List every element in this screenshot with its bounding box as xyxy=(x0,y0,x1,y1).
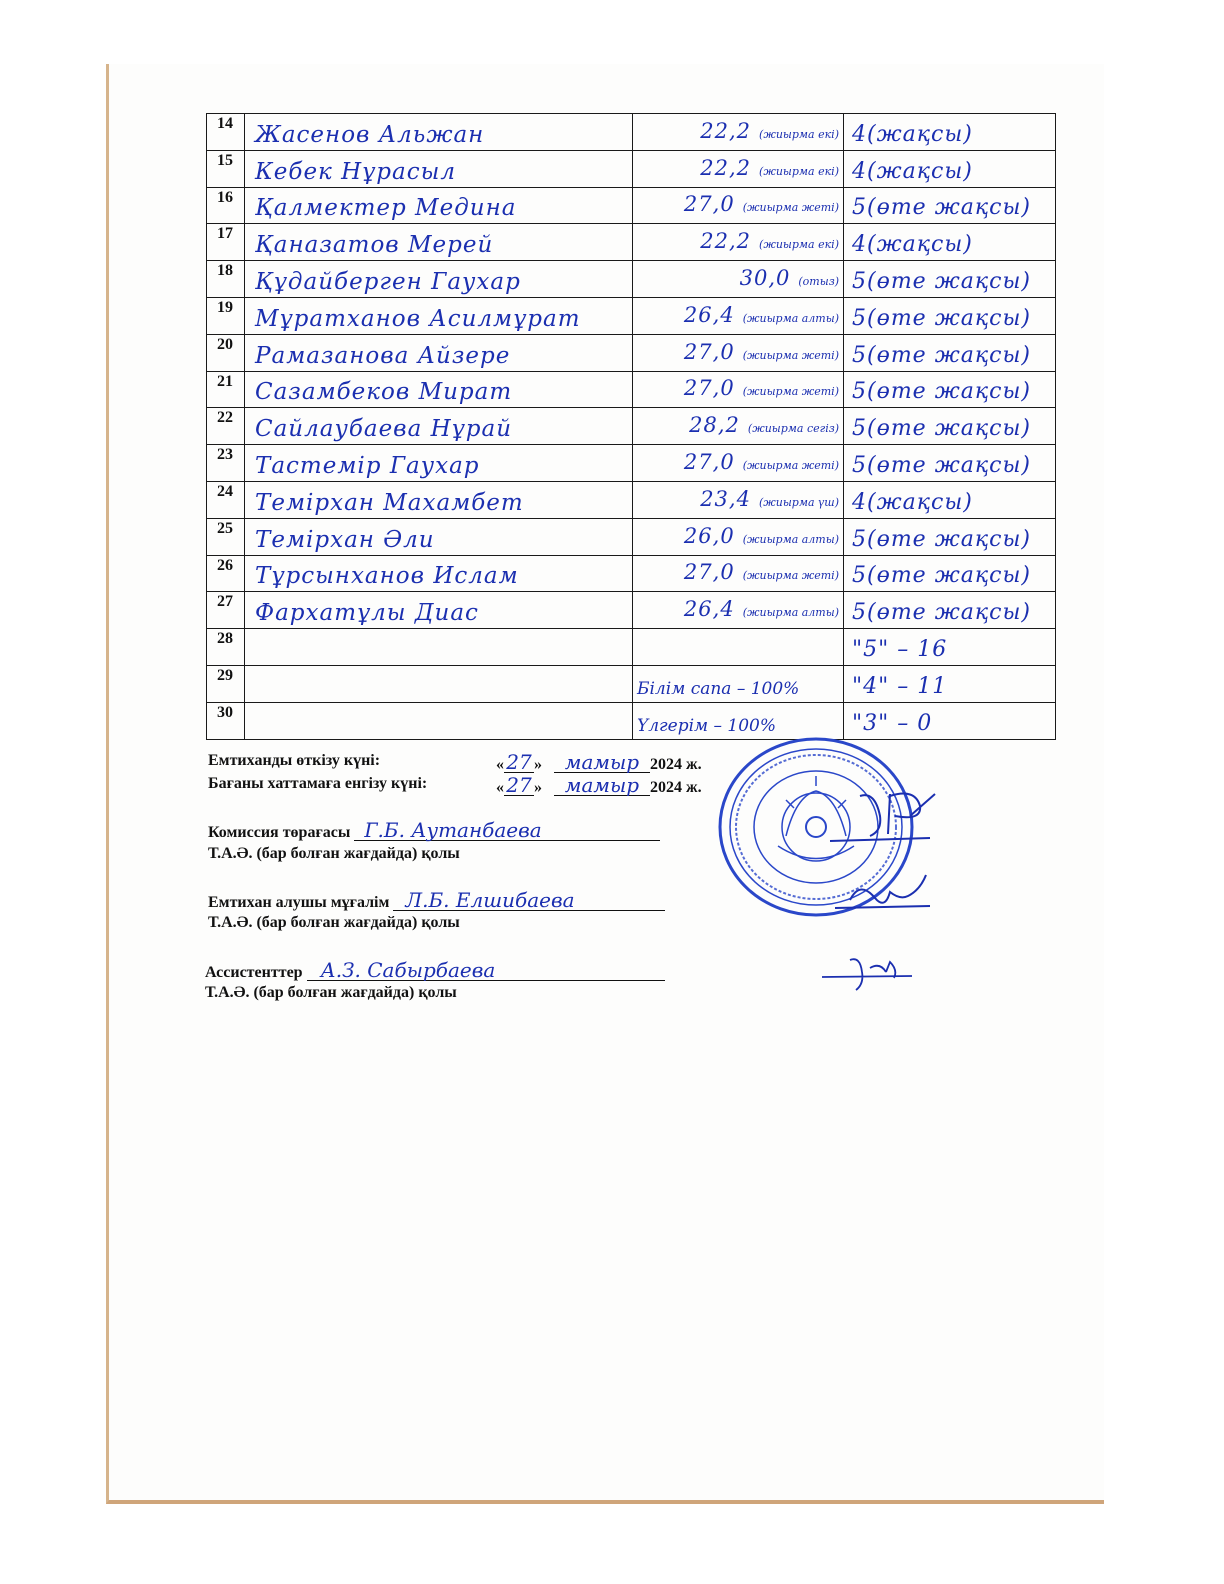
row-number: 21 xyxy=(207,371,245,408)
score-cell xyxy=(633,371,844,408)
score-words: (жиырма жеті) xyxy=(742,569,839,583)
score-value: 27,0 xyxy=(683,376,735,401)
grade-value: 4(жақсы) xyxy=(852,121,973,147)
student-name: Темірхан Махамбет xyxy=(255,489,524,516)
row-number: 29 xyxy=(207,665,245,702)
empty-name-cell xyxy=(245,702,633,739)
grade-cell xyxy=(844,150,1056,187)
student-name: Рамазанова Айзере xyxy=(255,342,511,369)
score-value: 26,0 xyxy=(683,523,735,548)
score-value: 27,0 xyxy=(683,192,735,217)
score-value: 22,2 xyxy=(700,118,752,143)
row-number: 23 xyxy=(207,445,245,482)
row-number: 19 xyxy=(207,297,245,334)
quote-open: « xyxy=(496,779,504,796)
row-number: 30 xyxy=(207,702,245,739)
grade-cell xyxy=(844,371,1056,408)
exam-day: 27 xyxy=(504,752,534,773)
score-words: (отыз) xyxy=(798,274,839,288)
grade-cell xyxy=(844,261,1056,298)
teacher-label: Емтихан алушы мұғалім xyxy=(208,894,390,911)
table-row xyxy=(207,261,1056,298)
score-value: 27,0 xyxy=(683,339,735,364)
table-row xyxy=(207,371,1056,408)
summary-stat-cell xyxy=(633,665,844,702)
student-name: Кебек Нұрасыл xyxy=(255,158,456,185)
score-cell xyxy=(633,592,844,629)
exam-date-label: Емтиханды өткізу күні: xyxy=(208,752,381,769)
chair-signature-caption: Т.А.Ә. (бар болған жағдайда) қолы xyxy=(208,845,460,862)
grade-cell xyxy=(844,224,1056,261)
student-name-cell xyxy=(245,261,633,298)
chair-signature xyxy=(820,786,940,856)
entry-month: мамыр xyxy=(554,775,650,796)
grade-cell xyxy=(844,408,1056,445)
score-value: 27,0 xyxy=(683,560,735,585)
score-cell xyxy=(633,224,844,261)
student-name-cell xyxy=(245,445,633,482)
student-name: Фархатұлы Диас xyxy=(255,600,479,627)
teacher-signature-caption: Т.А.Ә. (бар болған жағдайда) қолы xyxy=(208,914,460,931)
assistants-label: Ассистенттер xyxy=(205,964,303,981)
grade-value: 5(өте жақсы) xyxy=(852,268,1031,294)
assistants-name: А.З. Сабырбаева xyxy=(307,960,665,981)
student-name-cell xyxy=(245,297,633,334)
score-cell xyxy=(633,334,844,371)
student-name-cell xyxy=(245,371,633,408)
student-name-cell xyxy=(245,408,633,445)
table-row xyxy=(207,187,1056,224)
grade-cell xyxy=(844,445,1056,482)
score-cell xyxy=(633,150,844,187)
student-name: Жасенов Альжан xyxy=(255,121,485,148)
score-words: (жиырма екі) xyxy=(759,238,839,252)
table-row xyxy=(207,592,1056,629)
score-value: 22,2 xyxy=(700,155,752,180)
assistant-signature xyxy=(820,950,920,1000)
score-words: (жиырма сегіз) xyxy=(747,422,839,436)
summary-stat xyxy=(633,642,637,662)
summary-stat: Білім сапа – 100% xyxy=(637,678,800,699)
score-value: 22,2 xyxy=(700,229,752,254)
score-words: (жиырма алты) xyxy=(742,606,839,620)
row-number: 17 xyxy=(207,224,245,261)
score-words: (жиырма екі) xyxy=(759,127,839,141)
grade-cell xyxy=(844,334,1056,371)
grade-count-cell xyxy=(844,629,1056,666)
score-words: (жиырма жеті) xyxy=(742,385,839,399)
table-row xyxy=(207,150,1056,187)
student-name: Тастемір Гаухар xyxy=(255,452,480,479)
row-number: 18 xyxy=(207,261,245,298)
grade-cell xyxy=(844,481,1056,518)
grade-value: 5(өте жақсы) xyxy=(852,563,1031,589)
grades-table xyxy=(206,113,1056,740)
chair-line xyxy=(208,820,660,842)
entry-day: 27 xyxy=(504,775,534,796)
table-row xyxy=(207,518,1056,555)
score-value: 30,0 xyxy=(739,265,791,290)
summary-row xyxy=(207,629,1056,666)
student-name-cell xyxy=(245,114,633,151)
score-cell xyxy=(633,187,844,224)
table-row xyxy=(207,408,1056,445)
grade-value: 5(өте жақсы) xyxy=(852,416,1031,442)
score-words: (жиырма жеті) xyxy=(742,458,839,472)
score-words: (жиырма екі) xyxy=(759,164,839,178)
assistants-signature-caption: Т.А.Ә. (бар болған жағдайда) қолы xyxy=(205,984,457,1001)
exam-year: 2024 ж. xyxy=(650,756,702,773)
table-row xyxy=(207,555,1056,592)
summary-stat-cell xyxy=(633,702,844,739)
score-value: 27,0 xyxy=(683,449,735,474)
score-value: 26,4 xyxy=(683,597,735,622)
chair-label: Комиссия төрағасы xyxy=(208,824,351,841)
row-number: 14 xyxy=(207,114,245,151)
score-words: (жиырма жеті) xyxy=(742,201,839,215)
score-cell xyxy=(633,445,844,482)
summary-row xyxy=(207,702,1056,739)
table-row xyxy=(207,481,1056,518)
student-name-cell xyxy=(245,592,633,629)
grade-value: 5(өте жақсы) xyxy=(852,195,1031,221)
summary-row xyxy=(207,665,1056,702)
summary-stat-cell xyxy=(633,629,844,666)
teacher-signature xyxy=(830,870,940,920)
row-number: 15 xyxy=(207,150,245,187)
grade-cell xyxy=(844,518,1056,555)
score-cell xyxy=(633,481,844,518)
chair-name: Г.Б. Аутанбаева xyxy=(354,820,660,841)
score-words: (жиырма үш) xyxy=(758,495,839,509)
summary-stat: Үлгерім – 100% xyxy=(637,715,777,736)
grade-cell xyxy=(844,592,1056,629)
score-value: 28,2 xyxy=(689,413,740,438)
row-number: 27 xyxy=(207,592,245,629)
grade-count: "5" – 16 xyxy=(852,636,948,662)
student-name-cell xyxy=(245,334,633,371)
row-number: 24 xyxy=(207,481,245,518)
grade-cell xyxy=(844,555,1056,592)
score-value: 23,4 xyxy=(700,486,751,511)
student-name: Сайлаубаева Нұрай xyxy=(255,416,513,443)
grade-value: 5(өте жақсы) xyxy=(852,379,1031,405)
score-cell xyxy=(633,518,844,555)
row-number: 16 xyxy=(207,187,245,224)
student-name-cell xyxy=(245,481,633,518)
row-number: 20 xyxy=(207,334,245,371)
score-cell xyxy=(633,297,844,334)
grade-value: 5(өте жақсы) xyxy=(852,600,1031,626)
student-name: Тұрсынханов Ислам xyxy=(255,563,519,590)
score-cell xyxy=(633,261,844,298)
student-name: Темірхан Әли xyxy=(255,526,435,553)
grades-table-body xyxy=(207,114,1056,740)
table-row xyxy=(207,224,1056,261)
grade-value: 4(жақсы) xyxy=(852,232,973,258)
teacher-line xyxy=(208,890,665,912)
score-value: 26,4 xyxy=(683,302,735,327)
grade-count-cell xyxy=(844,665,1056,702)
student-name-cell xyxy=(245,555,633,592)
assistants-line xyxy=(205,960,665,982)
score-words: (жиырма жеті) xyxy=(742,348,839,362)
entry-year: 2024 ж. xyxy=(650,779,702,796)
exam-month: мамыр xyxy=(554,752,650,773)
grade-value: 5(өте жақсы) xyxy=(852,305,1031,331)
exam-date xyxy=(496,752,702,774)
table-row xyxy=(207,114,1056,151)
grade-count: "4" – 11 xyxy=(852,673,948,699)
student-name-cell xyxy=(245,224,633,261)
grade-value: 5(өте жақсы) xyxy=(852,526,1031,552)
student-name: Қаназатов Мерей xyxy=(255,232,494,259)
student-name: Мұратханов Асилмұрат xyxy=(255,305,581,332)
score-cell xyxy=(633,555,844,592)
entry-date xyxy=(496,775,702,797)
table-row xyxy=(207,297,1056,334)
student-name: Қалмектер Медина xyxy=(255,195,517,222)
student-name: Құдайберген Гаухар xyxy=(255,268,521,295)
quote-open: « xyxy=(496,756,504,773)
grade-cell xyxy=(844,187,1056,224)
table-row xyxy=(207,445,1056,482)
entry-date-label: Бағаны хаттамаға енгізу күні: xyxy=(208,775,428,792)
student-name-cell xyxy=(245,150,633,187)
score-words: (жиырма алты) xyxy=(742,532,839,546)
grade-cell xyxy=(844,114,1056,151)
row-number: 25 xyxy=(207,518,245,555)
quote-close: » xyxy=(534,756,542,773)
score-words: (жиырма алты) xyxy=(742,311,839,325)
empty-name-cell xyxy=(245,665,633,702)
row-number: 22 xyxy=(207,408,245,445)
quote-close: » xyxy=(534,779,542,796)
grade-value: 4(жақсы) xyxy=(852,489,973,515)
grade-value: 4(жақсы) xyxy=(852,158,973,184)
empty-name-cell xyxy=(245,629,633,666)
grade-cell xyxy=(844,297,1056,334)
row-number: 26 xyxy=(207,555,245,592)
score-cell xyxy=(633,114,844,151)
grade-count: "3" – 0 xyxy=(852,710,933,736)
teacher-name: Л.Б. Елшибаева xyxy=(393,890,665,911)
student-name-cell xyxy=(245,187,633,224)
table-row xyxy=(207,334,1056,371)
row-number: 28 xyxy=(207,629,245,666)
student-name: Сазамбеков Мират xyxy=(255,379,513,406)
grade-value: 5(өте жақсы) xyxy=(852,452,1031,478)
grade-value: 5(өте жақсы) xyxy=(852,342,1031,368)
grade-count-cell xyxy=(844,702,1056,739)
student-name-cell xyxy=(245,518,633,555)
score-cell xyxy=(633,408,844,445)
